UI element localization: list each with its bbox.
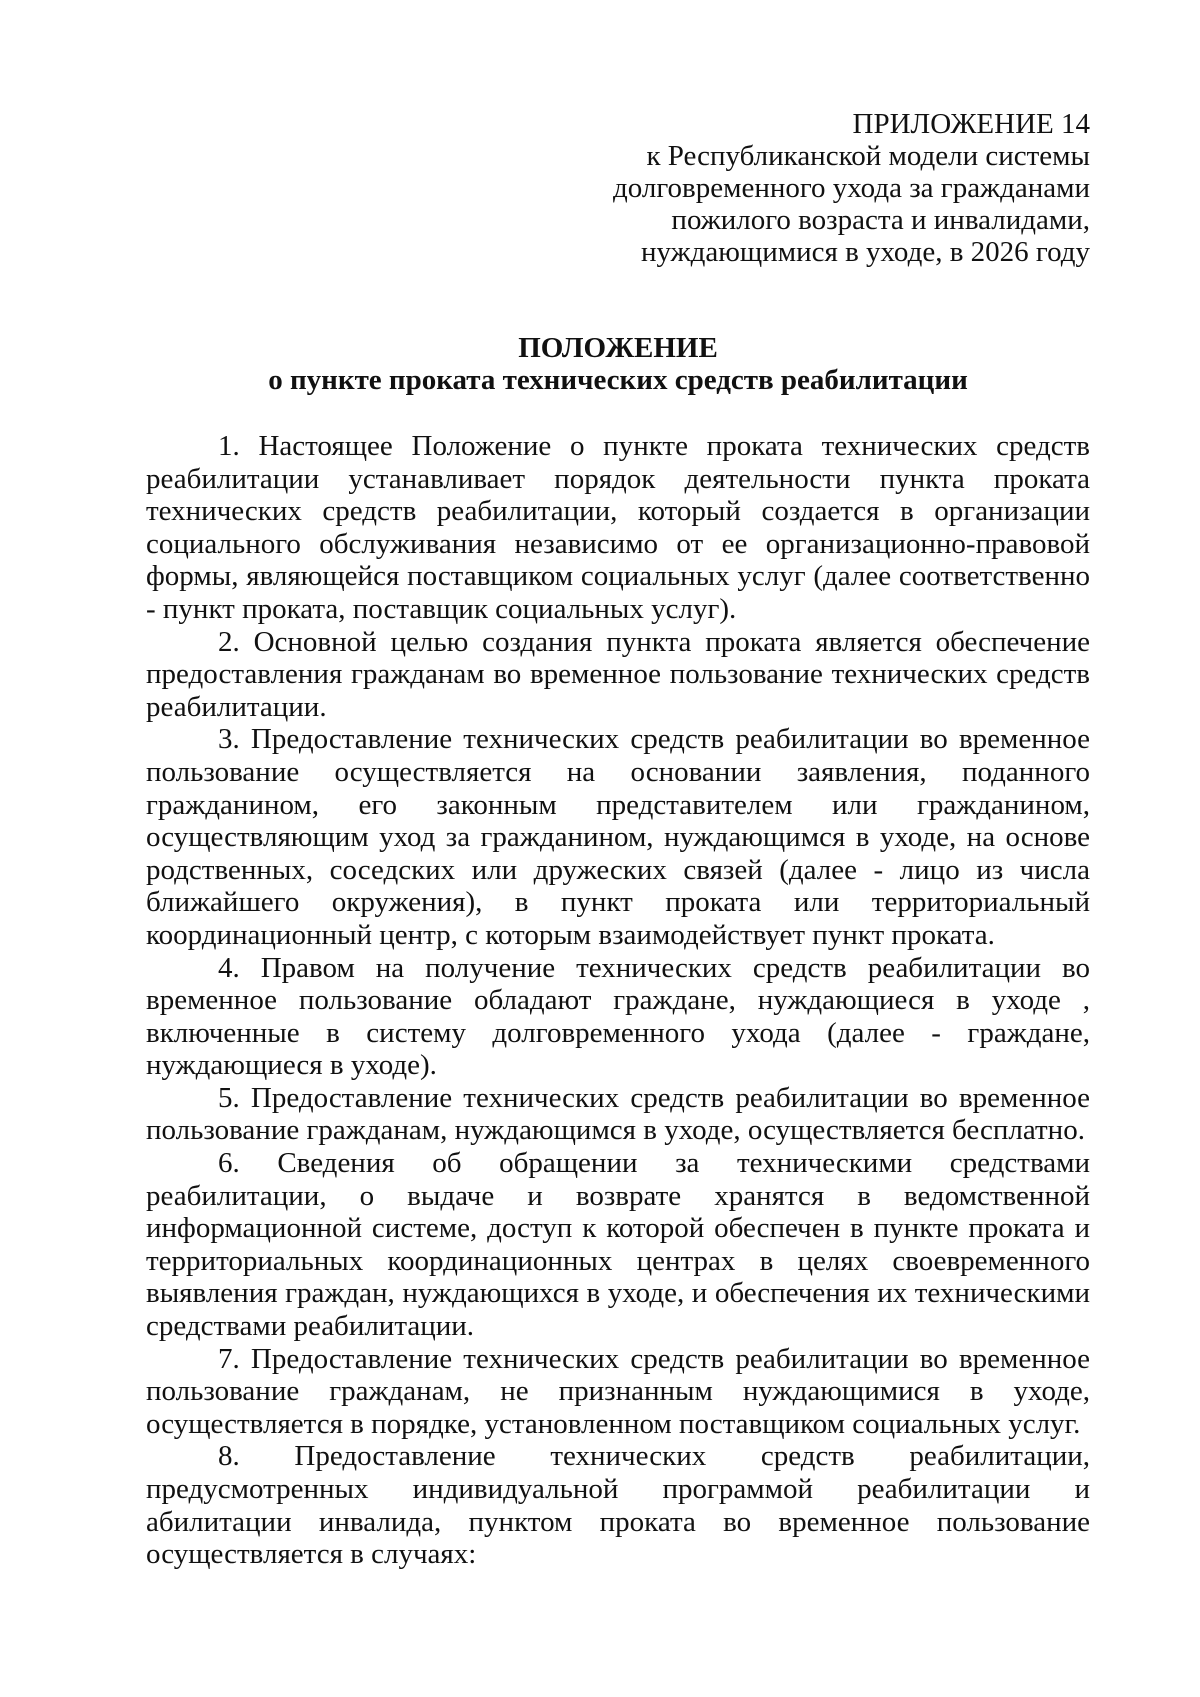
document-page [146, 108, 1090, 1571]
appendix-line: к Республиканской модели системы [646, 140, 1090, 172]
appendix-line: нуждающимися в уходе, в 2026 году [640, 236, 1090, 268]
document-body [146, 430, 1090, 1571]
title-subheading: о пункте проката технических средств реабилитации [268, 364, 968, 396]
paragraph-3: 3. Предоставление технических средств реабилитации во временное пользование осуществляется на основании заявления, поданного гражданином, его законным представителем или гражданином, осуществляющим уход за гражданином, нуждающимся в уходе, на основе родственных, соседских или дружеских связей (далее - лицо из числа ближайшего окружения), в пункт проката или территориальный координационный центр, с которым взаимодействует пункт проката. [146, 723, 1090, 951]
document-title [146, 332, 1090, 396]
appendix-number: ПРИЛОЖЕНИЕ 14 [852, 108, 1090, 140]
paragraph-5: 5. Предоставление технических средств реабилитации во временное пользование гражданам, нуждающимся в уходе, осуществляется бесплатно. [146, 1081, 1090, 1147]
appendix-line: долговременного ухода за гражданами [613, 172, 1090, 204]
paragraph-6: 6. Сведения об обращении за техническими средствами реабилитации, о выдаче и возврате хранятся в ведомственной информационной системе, доступ к которой обеспечен в пункте проката и территориальных координационных центрах в целях своевременного выявления граждан, нуждающихся в уходе, и обеспечения их техническими средствами реабилитации. [146, 1147, 1090, 1343]
appendix-line: пожилого возраста и инвалидами, [671, 204, 1090, 236]
paragraph-2: 2. Основной целью создания пункта проката является обеспечение предоставления гражданам во временное пользование технических средств реабилитации. [146, 625, 1090, 723]
paragraph-1: 1. Настоящее Положение о пункте проката технических средств реабилитации устанавливает порядок деятельности пункта проката технических средств реабилитации, который создается в организации социального обслуживания независимо от ее организационно-правовой формы, являющейся поставщиком социальных услуг (далее соответственно - пункт проката, поставщик социальных услуг). [146, 430, 1090, 625]
paragraph-8: 8. Предоставление технических средств реабилитации, предусмотренных индивидуальной программой реабилитации и абилитации инвалида, пунктом проката во временное пользование осуществляется в случаях: [146, 1440, 1090, 1571]
paragraph-7: 7. Предоставление технических средств реабилитации во временное пользование гражданам, не признанным нуждающимися в уходе, осуществляется в порядке, установленном поставщиком социальных услуг. [146, 1342, 1090, 1440]
title-heading: ПОЛОЖЕНИЕ [518, 332, 718, 364]
paragraph-4: 4. Правом на получение технических средств реабилитации во временное пользование обладают граждане, нуждающиеся в уходе , включенные в систему долговременного ухода (далее - граждане, нуждающиеся в уходе). [146, 951, 1090, 1082]
appendix-header [146, 108, 1090, 268]
